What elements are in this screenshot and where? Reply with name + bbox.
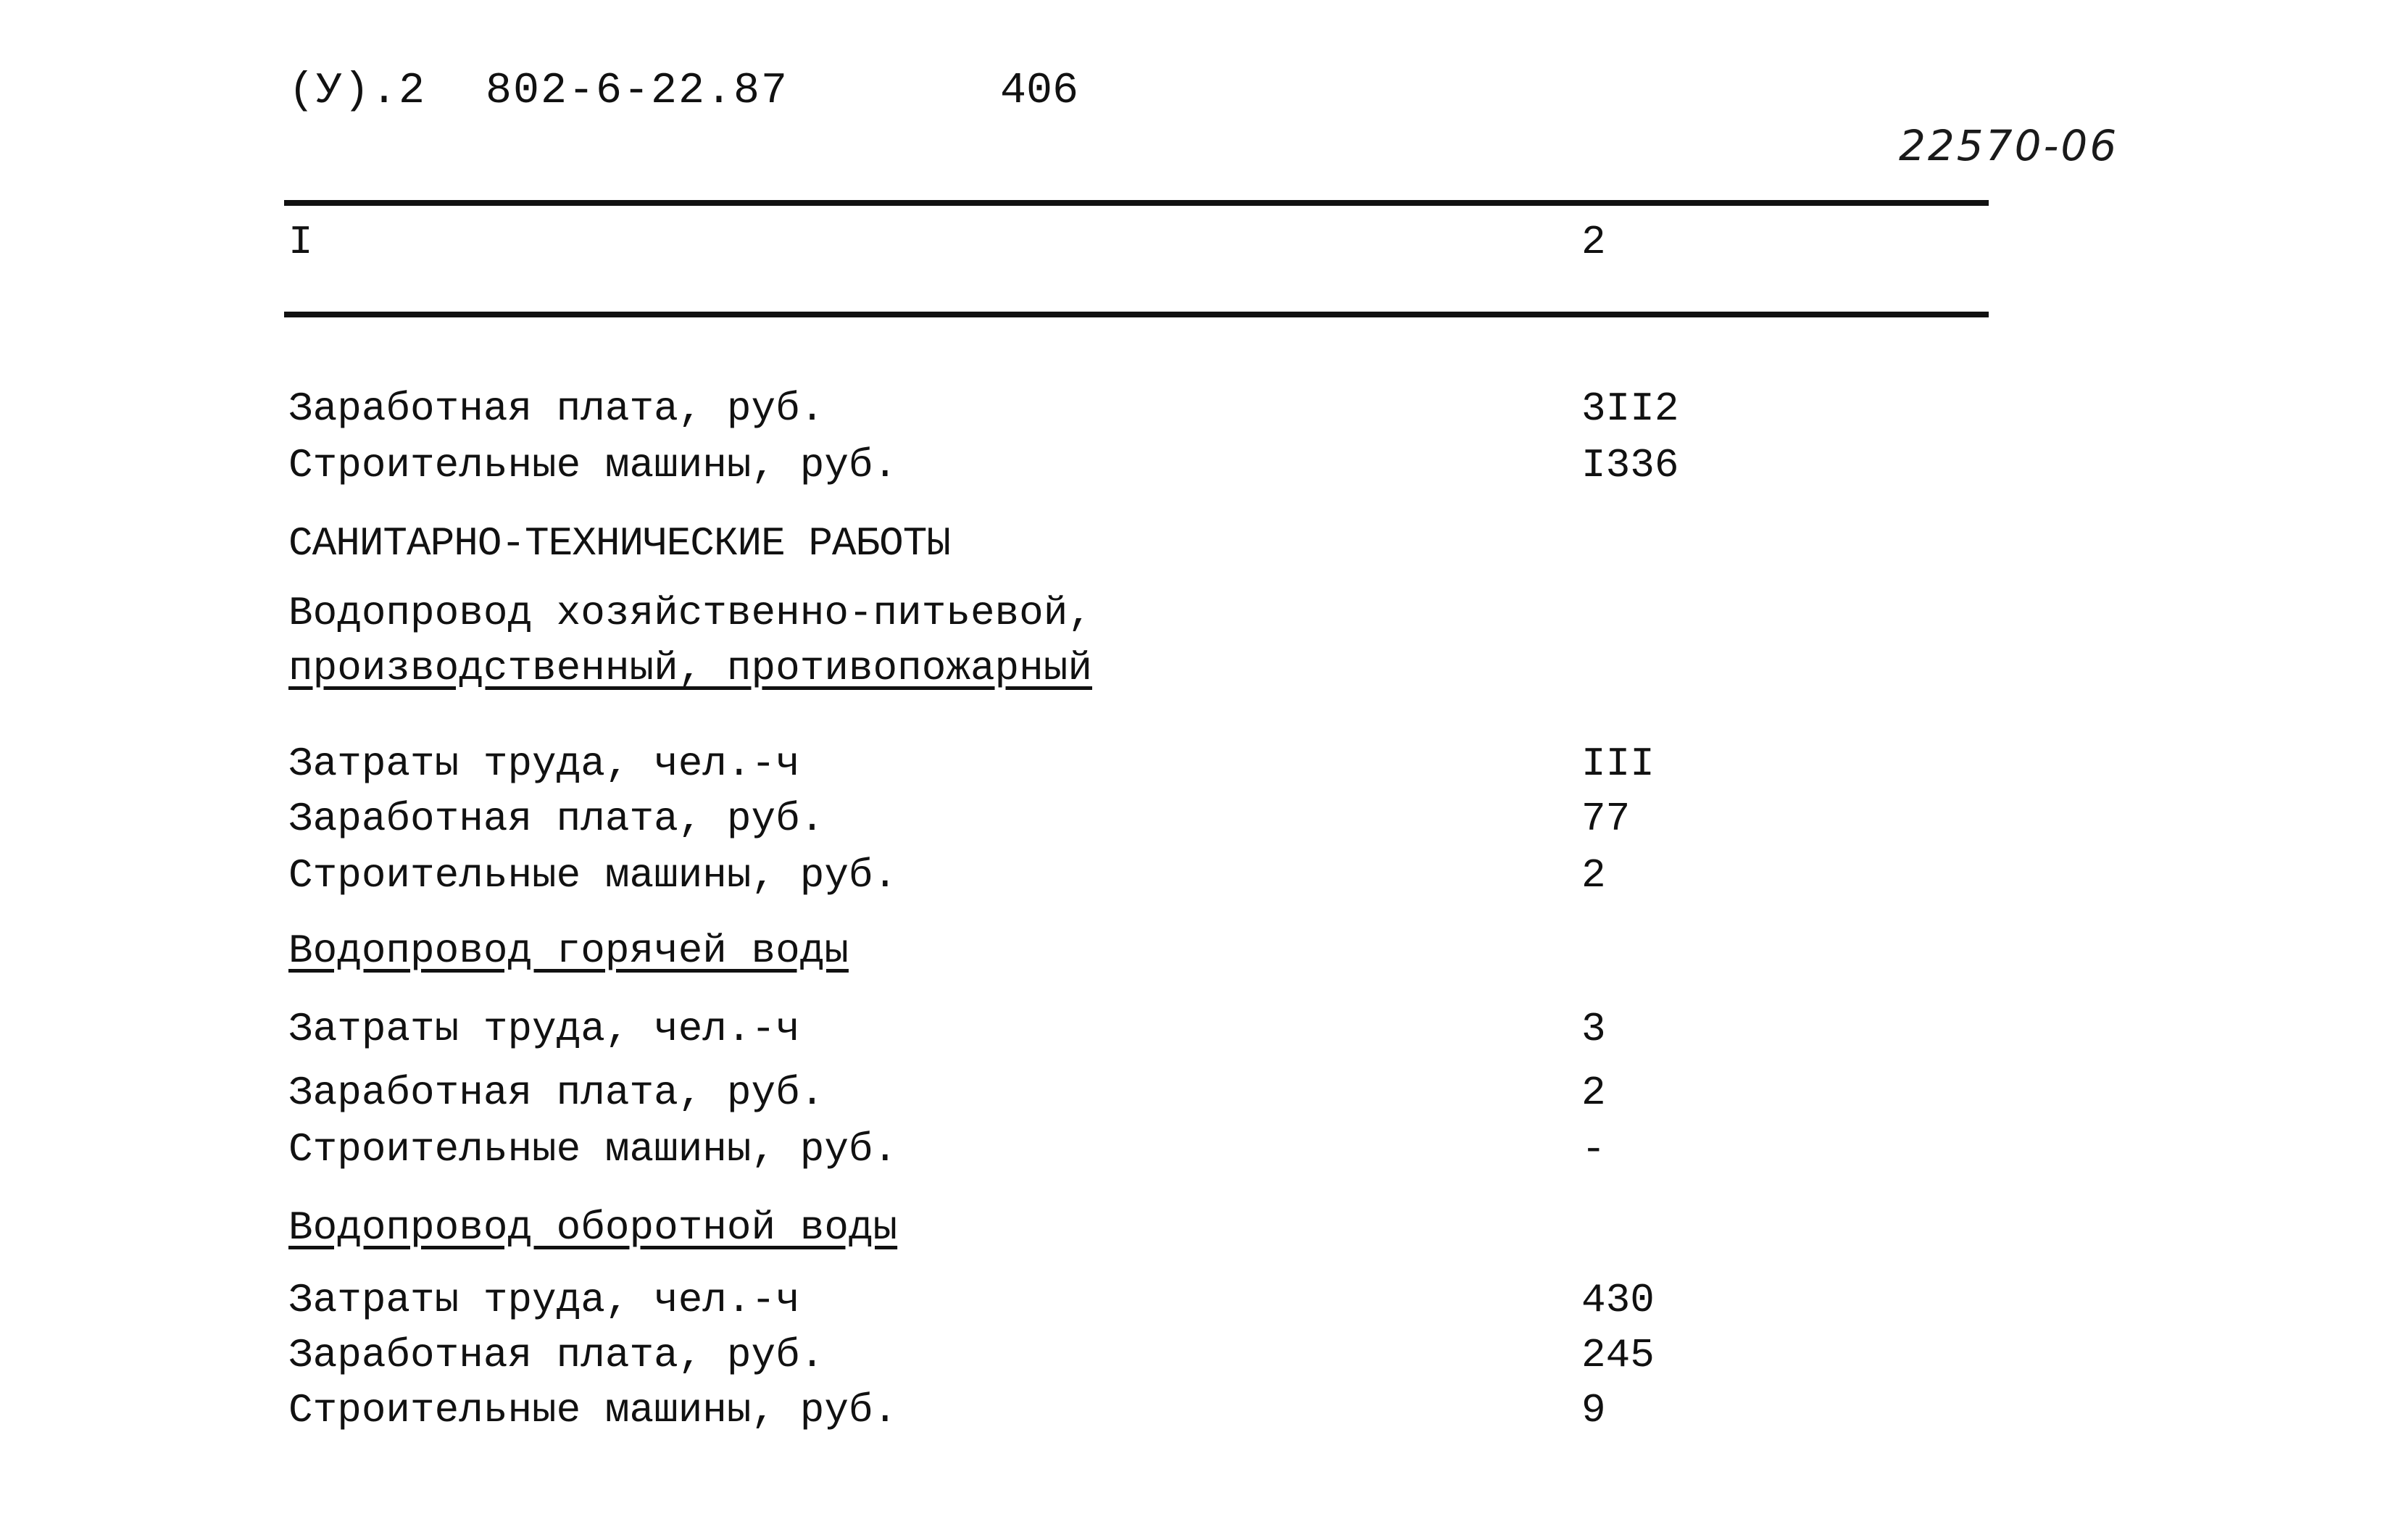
row-label: Заработная плата, руб.: [288, 796, 825, 842]
row-value: 2: [1581, 1070, 1606, 1116]
group-title: производственный, противопожарный: [288, 645, 1092, 691]
column-header-2: 2: [1581, 219, 1606, 265]
document-series: (У).2: [288, 67, 427, 116]
row-label: Заработная плата, руб.: [288, 1070, 825, 1116]
handwritten-number: 22570-06: [1899, 121, 2119, 170]
document-code: 802-6-22.87: [486, 67, 789, 116]
row-label: Затраты труда, чел.-ч: [288, 741, 800, 787]
row-value: -: [1581, 1126, 1606, 1173]
row-value: I336: [1581, 442, 1679, 488]
row-label: Затраты труда, чел.-ч: [288, 1277, 800, 1323]
row-value: 2: [1581, 852, 1606, 899]
row-value: 77: [1581, 796, 1631, 842]
row-label: Заработная плата, руб.: [288, 1332, 825, 1378]
row-label: Строительные машины, руб.: [288, 442, 898, 488]
row-label: Строительные машины, руб.: [288, 1126, 898, 1173]
group-title: Водопровод горячей воды: [288, 928, 849, 974]
column-header-1: I: [288, 219, 313, 265]
row-label: Заработная плата, руб.: [288, 386, 825, 432]
row-label: Строительные машины, руб.: [288, 1387, 898, 1433]
row-value: III: [1581, 741, 1655, 787]
group-title: Водопровод оборотной воды: [288, 1204, 898, 1251]
page-number: 406: [1000, 67, 1079, 116]
row-value: 245: [1581, 1332, 1655, 1378]
row-value: 3: [1581, 1006, 1606, 1052]
group-title: Водопровод хозяйственно-питьевой,: [288, 590, 1092, 636]
row-value: 430: [1581, 1277, 1655, 1323]
section-heading: САНИТАРНО-ТЕХНИЧЕСКИЕ РАБОТЫ: [288, 520, 950, 567]
table-top-rule: [284, 200, 1989, 206]
table-header-rule: [284, 312, 1989, 317]
row-value: 3II2: [1581, 386, 1679, 432]
row-label: Затраты труда, чел.-ч: [288, 1006, 800, 1052]
row-label: Строительные машины, руб.: [288, 852, 898, 899]
row-value: 9: [1581, 1387, 1606, 1433]
